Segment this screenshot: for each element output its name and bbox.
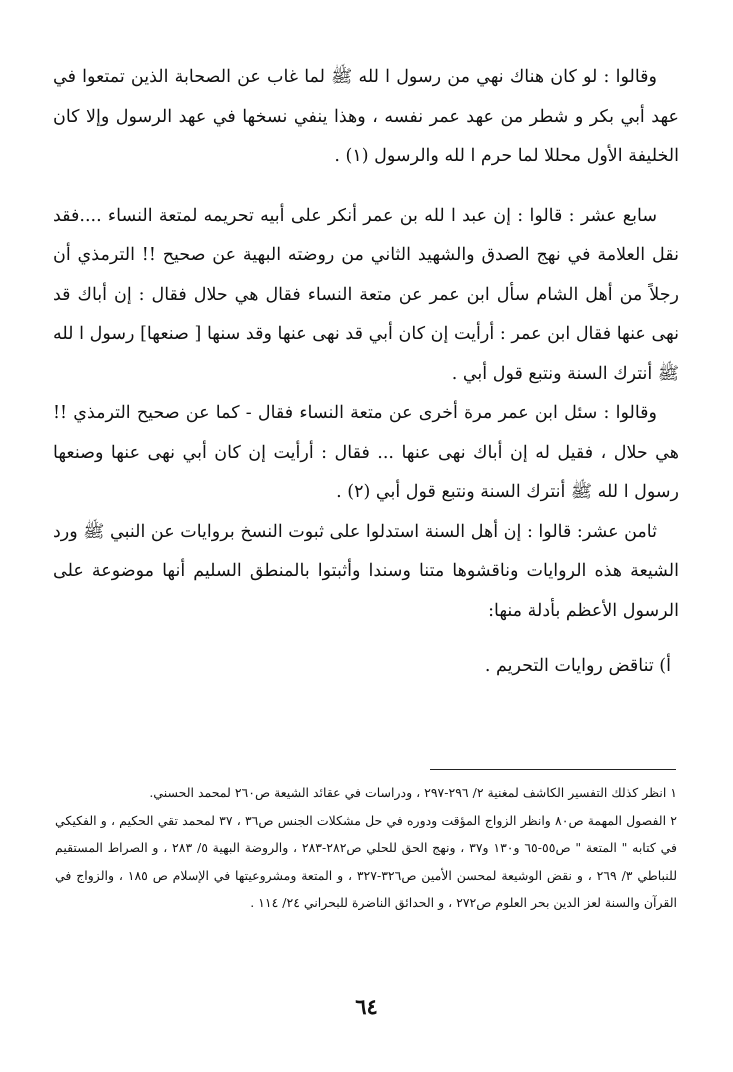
paragraph-2: سابع عشر : قالوا : إن عبد ا لله بن عمر أنكر على أبيه تحريمه لمتعة النساء ....فقد نقل العلامة في نهج الصدق والشهيد الثاني من روضته البهية عن صحيح !! الترمذي أن رجلاً من أهل الشام سأل ابن عمر عن متعة النساء فقال هي حلال فقال : إن أباك قد نهى عنها فقال ابن عمر : أرأيت إن كان أبي قد نهى عنها وقد سنها [ صنعها] رسول ا لله ﷺ أنترك السنة ونتبع قول أبي .	[53, 205, 679, 384]
paragraph-1: وقالوا : لو كان هناك نهي من رسول ا لله ﷺ لما غاب عن الصحابة الذين تمتعوا في عهد أبي بكر و شطر من عهد عمر نفسه ، وهذا ينفي نسخها في عهد الرسول وإلا كان الخليفة الأول محللا لما حرم ا لله والرسول (١) .	[53, 67, 679, 166]
footnote-2: ٢ الفصول المهمة ص٨٠ وانظر الزواج المؤقت ودوره في حل مشكلات الجنس ص٣٦ ، ٣٧ لمحمد تقي الحكيم ، و الفكيكي في كتابه " المتعة " ص٥٥-٦٥ و١٣٠ و٣٧ ، ونهج الحق للحلي ص٢٨٢-٢٨٣ ، والروضة البهية ٥/ ٢٨٣ ، و الصراط المستقيم للنباطي ٣/ ٢٦٩ ، و نقض الوشيعة لمحسن الأمين ص٣٢٦-٣٢٧ ، و المتعة ومشروعيتها في الإسلام ص ١٨٥ ، والزواج في القرآن والسنة لعز الدين بحر العلوم ص٢٧٢ ، و الحدائق الناضرة للبحراني ٢٤/ ١١٤ .	[55, 812, 678, 910]
footnote-divider	[430, 769, 676, 770]
page-number: ٦٤	[355, 994, 378, 1019]
footnotes	[55, 779, 677, 917]
paragraph-4: ثامن عشر: قالوا : إن أهل السنة استدلوا على ثبوت النسخ بروايات عن النبي ﷺ ورد الشيعة هذه الروايات وناقشوها متنا وسندا وأثبتوا بالمنطق السليم أنها موضوعة على الرسول الأعظم بأدلة منها:	[53, 521, 679, 621]
paragraph-3: وقالوا : سئل ابن عمر مرة أخرى عن متعة النساء فقال - كما عن صحيح الترمذي !! هي حلال ، فقيل له إن أباك نهى عنها ... فقال : أرأيت إن كان أبي نهى عنها وصنعها رسول ا لله ﷺ أنترك السنة ونتبع قول أبي (٢) .	[53, 403, 679, 502]
footnote-1: ١ انظر كذلك التفسير الكاشف لمغنية ٢/ ٢٩٦-٢٩٧ ، ودراسات في عقائد الشيعة ص٢٦٠ لمحمد الحسني.	[149, 785, 677, 800]
main-text	[53, 58, 679, 687]
list-item-a: أ) تناقض روايات التحريم .	[484, 656, 671, 676]
